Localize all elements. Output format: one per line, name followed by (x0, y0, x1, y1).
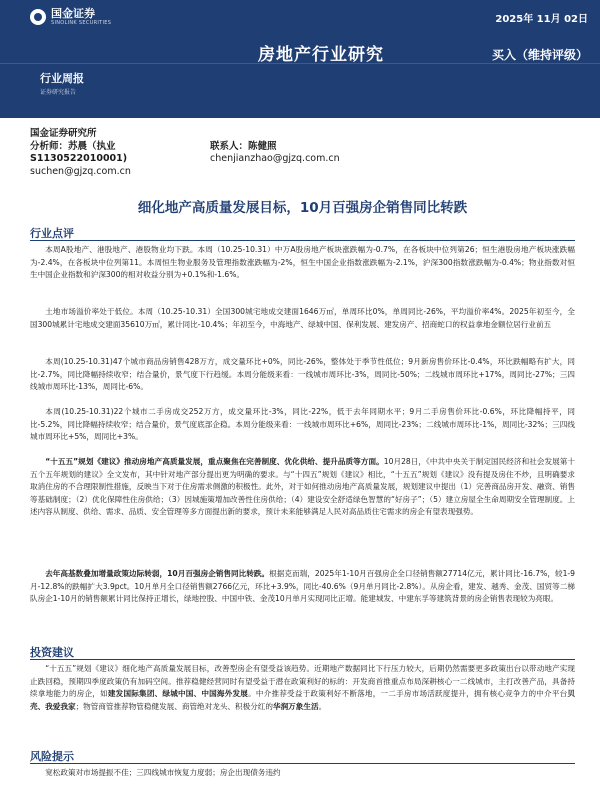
brand-logo (30, 8, 111, 26)
paragraph-policy (30, 456, 575, 519)
sales-body: 根据克而瑞，2025年1-10月百强房企全口径销售额27714亿元，累计同比-16.7%，较1-9月-12.8%的跌幅扩大3.9pct。10月单月全口径销售额2766亿元，环比+3.9%，同比-40.6%（9月单月同比-2.8%）。从房企看，建发、越秀、金茂、国贸等二梯队房企1-10月的销售额累计同比保持正增长，绿地控股、中国中铁、金茂10月单月实现同比正增。能建城发、中建东孚等建筑背景的房企销售表现较为亮眼。 (30, 569, 575, 604)
analyst-email[interactable]: suchen@gjzq.com.cn (30, 165, 131, 177)
contact-email[interactable]: chenjianzhao@gjzq.com.cn (210, 153, 340, 164)
report-headline: 细化地产高质量发展目标，10月百强房企销售同比转跌 (137, 200, 468, 216)
section-title-risk: 风险提示 (30, 750, 74, 763)
advice-body-a: “十五五”规划《建议》细化地产高质量发展目标，改善型房企有望受益该趋势。近期地产数据同比下行压力较大，后期仍然需要更多政策出台以带动地产实现止跌回稳，预期四季度政策仍有加码空间。推荐稳健经营同时有望受益于潜在政策利好的标的：开发商首推重点布局深耕核心一二线城市，主打改善产品，具备持续拿地能力的房企，如 (30, 664, 575, 699)
report-subtitle: 证券研究报告 (40, 89, 77, 96)
institute-name: 国金证券研究所 (30, 128, 97, 139)
analyst-id: S1130522010001) (30, 153, 128, 164)
paragraph-market: 本周A股地产、港股地产、港股物业均下跌。本周（10.25-10.31）中万A股房地产板块涨跌幅为-0.7%，在各板块中位列第26；恒生港股房地产板块涨跌幅为-2.4%，在各板块中位列第11。本周恒生物业服务及管理指数涨跌幅为-2%，恒生中国企业指数涨跌幅为-2.1%，沪深300指数涨跌幅为-0.4%；物业指数对恒生中国企业指数和沪深300的相对收益分别为+0.1%和-1.6%。 (30, 245, 575, 280)
advice-body-g: 。 (318, 701, 327, 711)
report-header (0, 0, 600, 118)
contact-name: 联系人：陈健照 (210, 140, 277, 152)
paragraph-second-hand: 本周(10.25-10.31)22个城市二手房成交252万方，成交量环比-3%，同比-22%，低于去年同期水平；9月二手房售价环比-0.6%，环比降幅持平，同比-5.2%，同比降幅持续收窄；结合量价，景气度底部企稳。本周分能级来看：一线城市周环比+6%，周同比-23%；二线城市周环比-1%，周同比-32%；三四线城市周环比+5%，周同比+3%。 (30, 407, 575, 442)
advice-picks-developers: 建发国际集团、绿城中国、中国海外发展 (107, 689, 249, 699)
advice-body-c: 。中介推荐受益于政策利好不断落地，一二手房市场活跃度提升，拥有核心竞争力的中介平台 (248, 689, 568, 699)
section-title-advice: 投资建议 (30, 646, 74, 659)
report-title: 房地产行业研究 (258, 45, 384, 65)
section-title-review: 行业点评 (30, 227, 74, 240)
policy-lead: “十五五”规划《建议》推动房地产高质量发展，重点聚焦在完善制度、优化供给、提升品质等方面。 (45, 457, 384, 466)
paragraph-land: 土地市场溢价率处于低位。本周（10.25-10.31）全国300城宅地成交建面1646万㎡，单周环比0%，单周同比-26%，平均溢价率4%。2025年初至今，全国300城累计宅地成交建面35610万㎡，累计同比-10.4%；年初至今，中海地产、绿城中国、保利发展、建发房产、招商蛇口的权益拿地金额位居行业前五 (30, 307, 575, 329)
logo-circle-icon (30, 9, 46, 25)
contact-column (210, 141, 340, 166)
advice-picks-property: 华润万象生活 (273, 701, 319, 711)
analyst-name: 分析师：苏晨（执业 (30, 140, 116, 152)
paragraph-sales (30, 568, 575, 606)
logo-name-cn: 国金证券 (51, 7, 95, 20)
sales-lead: 去年高基数叠加增量政策边际转弱，10月百强房企销售同比转跌。 (45, 569, 270, 578)
logo-name-en: SINOLINK SECURITIES (51, 20, 112, 26)
section-divider (30, 763, 575, 764)
policy-body: 10月28日，《中共中央关于制定国民经济和社会发展第十五个五年规划的建议》全文发布，其中针对地产部分提出更为明确的要求。与“十四五”规划《建议》相比，“十五五”规划《建议》没有提及房住不炒，且明确要求取消住房的不合理限制性措施，反映当下对于住房需求侧激的积极性。此外，对于如何推动房地产高质量发展，规划建议中提出（1）完善商品房开发、融资、销售等基础制度；（2）优化保障性住房供给；（3）因城施策增加改善性住房供给；（4）建设安全舒适绿色智慧的“好房子”；（5）建立房屋全生命周期安全管理制度。上述内容从制度、供给、需求、品质、安全管理等多方面提出新的要求，预计未来能够满足人民对高品质住宅需求的房企有望表现强势。 (30, 457, 575, 517)
rating-badge: 买入（维持评级） (491, 48, 588, 62)
paragraph-new-homes: 本周(10.25-10.31)47个城市商品房销售428万方，成交量环比+0%，同比-26%，整体处于季节性低位；9月新房售价环比-0.4%，环比跌幅略有扩大，同比-2.7%，同比降幅持续收窄；结合量价，景气度下行趋缓。本周分能级来看：一线城市周环比-3%，周同比-50%；二线城市周环比+17%，周同比-27%；三四线城市周环比-13%，周同比-6%。 (30, 357, 575, 392)
advice-body-e: ；物管商管推荐物管稳健发展、商管绝对龙头、积极分红的 (75, 701, 273, 711)
advice-picks-brokers: 贝壳、我爱我家 (30, 689, 576, 711)
paragraph-advice (30, 663, 575, 713)
report-date: 2025年 11月 02日 (495, 14, 588, 25)
report-type: 行业周报 (40, 72, 84, 85)
section-divider (30, 240, 575, 241)
paragraph-risk: 宽松政策对市场提振不佳；三四线城市恢复力度弱；房企出现债务违约 (45, 768, 281, 777)
section-divider (30, 659, 575, 660)
author-block (30, 128, 590, 178)
